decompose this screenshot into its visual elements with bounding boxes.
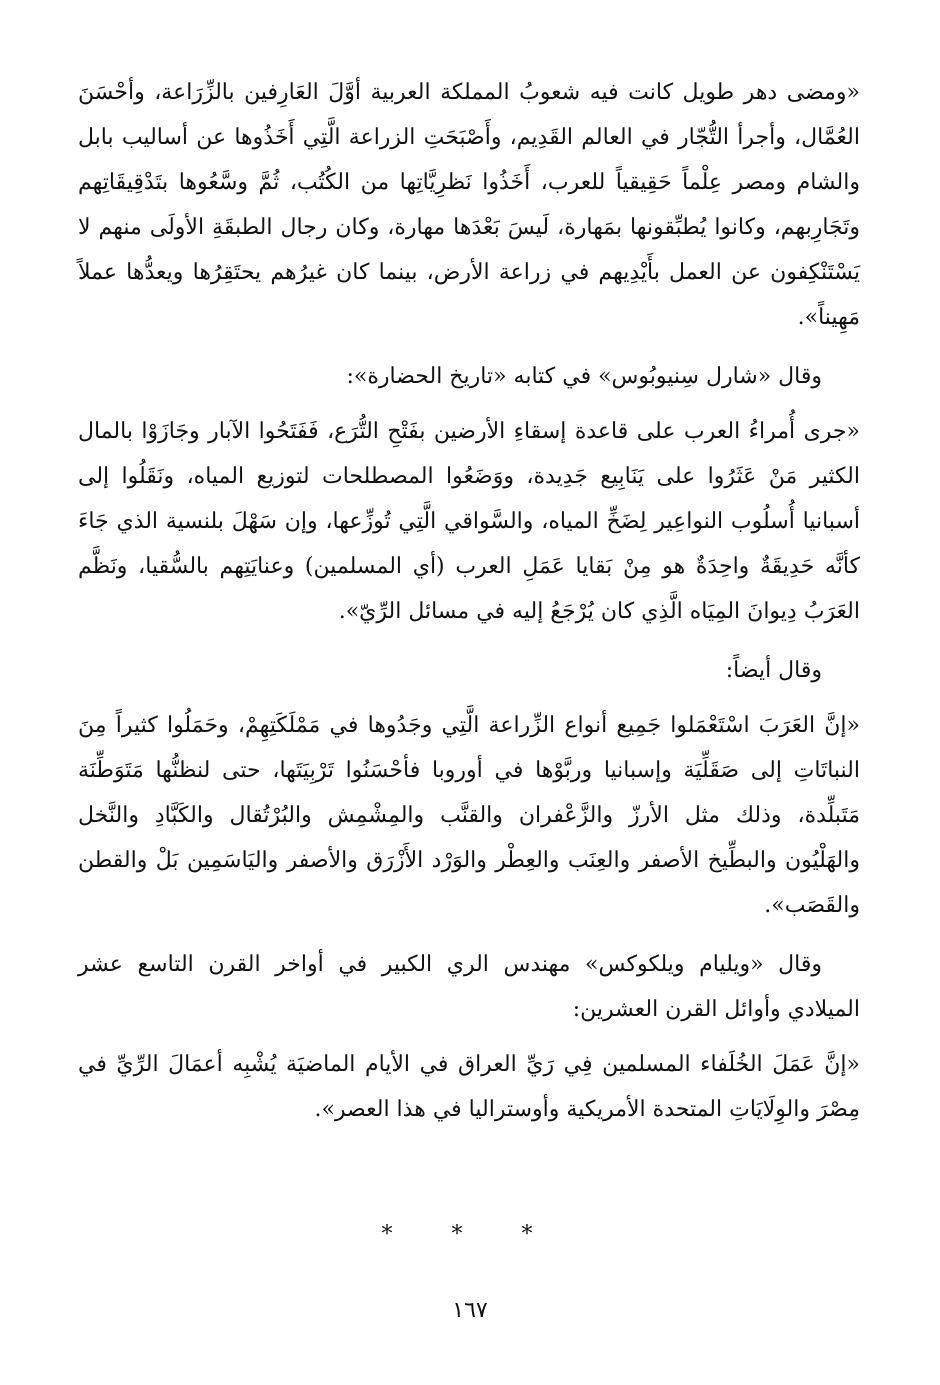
- page-body: [78, 70, 860, 1146]
- quote-paragraph-plants: «إنَّ العَرَبَ اسْتَعْمَلوا جَمِيع أنواع الزِّراعة الَّتِي وجَدُوها في مَمْلَكَتِهِمْ، وحَمَلُوا كثيراً مِنَ النباتَاتِ إلى صَقَلِّيَة وإسبانيا وربَّوْها في أوروبا فأحْسَنُوا تَرْبِيَتَها، حتى لنظنُّها مَتَوَطِّنَة مَتَبلِّدة، وذلك مثل الأرزّ والزَّعْفران والقنَّب والمِشْمِش والبُرْتُقال والكَبَّادِ والنَّخل والهَلْيُون والبطِّيخ الأصفر والعِنَب والعِطْر والوَرْد الأَزْرَق والأصفر واليَاسَمِين بَلْ والقطن والقَصَب».: [78, 713, 860, 918]
- section-separator: * * *: [381, 1222, 559, 1247]
- quote-paragraph-agriculture: «ومضى دهر طويل كانت فيه شعوبُ المملكة العربية أوَّلَ العَارِفين بالزِّرَاعة، وأحْسَنَ العُمَّال، وأجرأ التُّجّار في العالم القَدِيم، وأَصْبَحَتِ الزراعة الَّتِي أَخَذُوها عن أساليب بابل والشام ومصر عِلْماً حَقِيقياً للعرب، أَخَذُوا نَظرِيَّاتِها من الكُتُب، ثُمَّ وسَّعُوها بتَدْقِيقَاتِهم وتَجَارِبهم، وكانوا يُطبِّقونها بمَهارة، لَيسَ بَعْدَها مهارة، وكان رجال الطبقَةِ الأولَى منهم لا يَسْتَنْكِفون عن العمل بأَيْدِيهم في زراعة الأرض، بينما كان غيرُهم يحتَقِرُها ويعدُّها عملاً مَهِيناً».: [78, 80, 860, 330]
- page-number: ١٦٧: [452, 1298, 488, 1323]
- intro-willcocks: وقال «ويليام ويلكوكس» مهندس الري الكبير في أواخر القرن التاسع عشر الميلادي وأوائل القرن العشرين:: [78, 952, 860, 1022]
- quote-paragraph-irrigation: «جرى أُمراءُ العرب على قاعدة إسقاءِ الأرضين بفَتْحِ التُّرَع، فَفَتَحُوا الآبار وجَازَوْا بالمال الكثير مَنْ عَثَرُوا على يَنَابِيع جَدِيدة، ووَضَعُوا المصطلحات لتوزيع المياه، ونَقَلُوا إلى أسبانيا أُسلُوب النواعِير لِضَخِّ المياه، والسَّواقي الَّتِي تُوزِّعها، وإن سَهْلَ بلنسية الذي جَاءَ كأنَّه حَدِيقَةٌ واحِدَةٌ هو مِنْ بَقايا عَمَلِ العرب (أي المسلمين) وعنايَتِهم بالسُّقيا، ونَظَّم العَرَبُ دِيوانَ المِيَاه الَّذِي كان يُرْجَعُ إليه في مسائل الرِّيّ».: [78, 419, 860, 624]
- intro-seignobos: وقال «شارل سِنيوبُوس» في كتابه «تاريخ الحضارة»:: [346, 364, 822, 389]
- quote-paragraph-iraq: «إنَّ عَمَلَ الخُلَفاء المسلمين فِي رَيِّ العراق في الأيام الماضيَة يُشْبِه أعمَالَ الرِّيِّ في مِصْرَ والوِلَايَاتِ المتحدة الأمريكية وأوستراليا في هذا العصر».: [78, 1052, 860, 1122]
- intro-also: وقال أيضاً:: [725, 658, 822, 683]
